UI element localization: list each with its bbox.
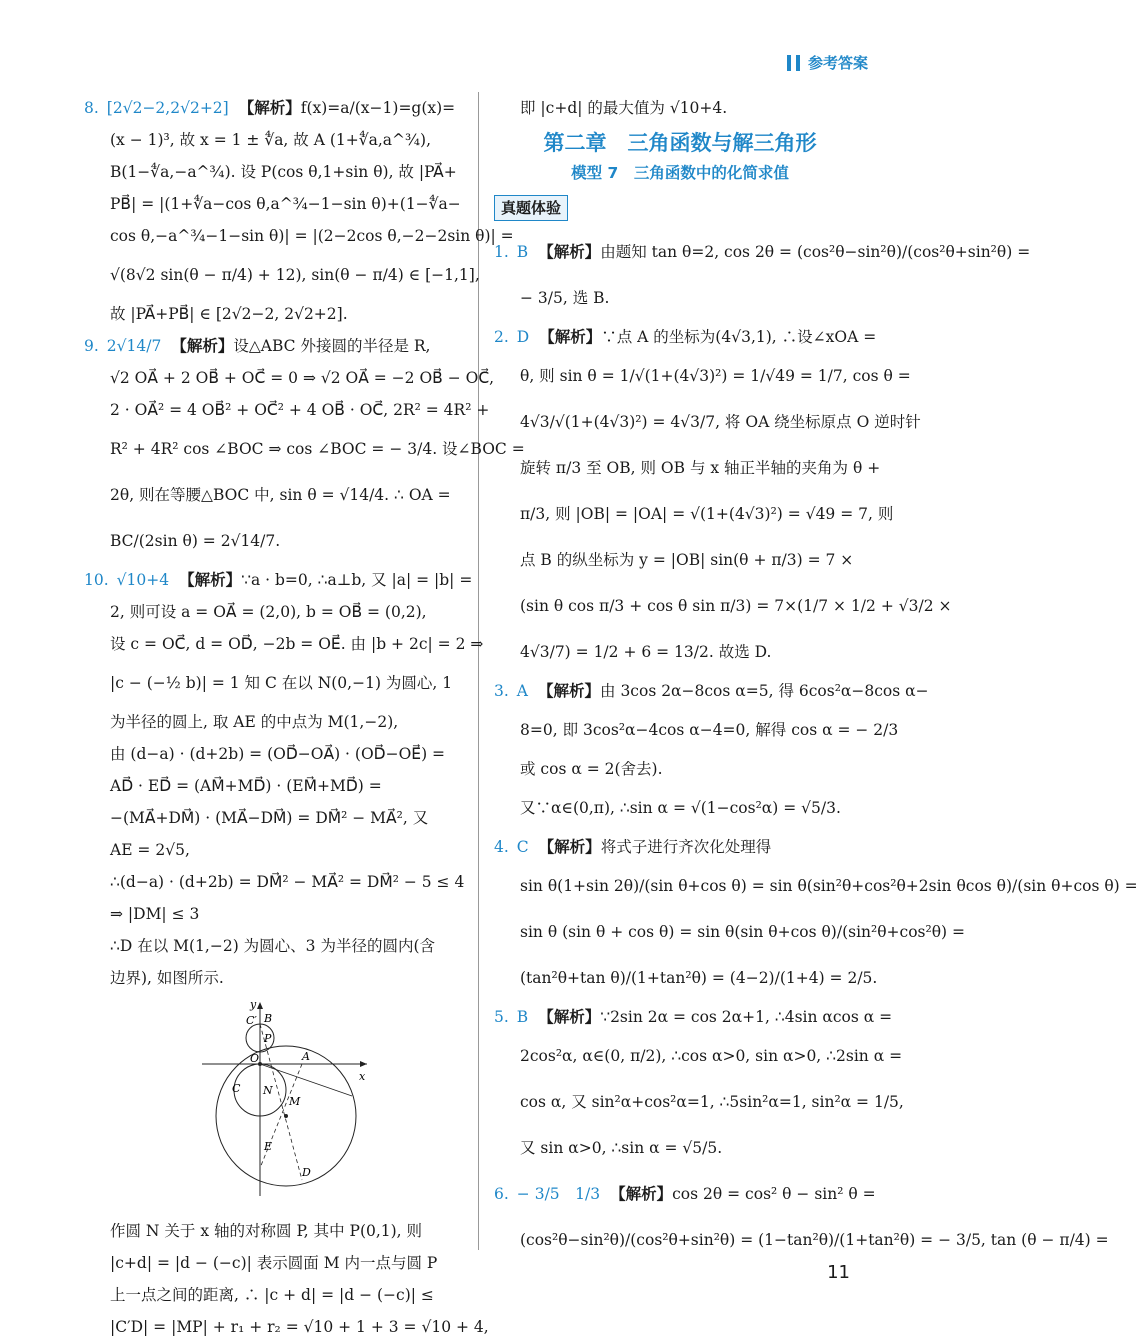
- solution-line: [494, 785, 866, 831]
- x-axis-arrow-icon: [360, 1061, 367, 1067]
- solution-line: [494, 353, 911, 399]
- analysis-tag: 【解析】: [179, 571, 242, 589]
- answer-value: C: [516, 838, 529, 856]
- solution-line: [84, 220, 514, 252]
- line-text: 由 (d−a) · (d+2b) = (OD⃗−OA⃗) · (OD⃗−OE⃗) =: [110, 745, 446, 763]
- label-p: P: [264, 1032, 272, 1045]
- line-text: (cos²θ−sin²θ)/(cos²θ+sin²θ) = (1−tan²θ)/(1+tan²θ) = − 3/5, tan (θ − π/4) =: [520, 1231, 1109, 1249]
- solution-line: [84, 518, 462, 564]
- solution-line: [84, 834, 462, 866]
- solution-line: [494, 229, 1031, 275]
- line-text: π/3, 则 |OB| = |OA| = √(1+(4√3)²) = √49 = 7, 则: [520, 505, 894, 523]
- solution-line: [494, 1171, 876, 1217]
- label-n: N: [263, 1084, 273, 1097]
- line-text: 又 sin α>0, ∴sin α = √5/5.: [520, 1139, 723, 1157]
- line-text: 4√3/√(1+(4√3)²) = 4√3/7, 将 OA 绕坐标原点 O 逆时针: [520, 413, 921, 431]
- line-text: sin θ (sin θ + cos θ) = sin θ(sin θ+cos θ)/(sin²θ+cos²θ) =: [520, 923, 966, 941]
- line-text: ∴D 在以 M(1,−2) 为圆心、3 为半径的圆内(含: [110, 937, 436, 955]
- line-text: ⇒ |DM| ≤ 3: [110, 905, 200, 923]
- question-number: 1.: [494, 243, 509, 261]
- line-text: − 3/5, 选 B.: [520, 289, 610, 307]
- line-text: ∵a · b=0, ∴a⊥b, 又 |a| = |b| =: [241, 571, 473, 589]
- left-column: [84, 92, 525, 1343]
- question-number: 3.: [494, 682, 509, 700]
- line-text: PB⃗| = |(1+∜a−cos θ,a^¾−1−sin θ)+(1−∜a−: [110, 195, 461, 213]
- solution-line: [84, 362, 495, 394]
- analysis-tag: 【解析】: [610, 1185, 673, 1203]
- answer-value: A: [516, 682, 528, 700]
- solution-line: [84, 898, 462, 930]
- solution-line: [494, 537, 866, 583]
- solution-line: [84, 394, 490, 426]
- solution-line: [84, 802, 462, 834]
- line-text: ∴(d−a) · (d+2b) = DM⃗² − MA⃗² = DM⃗² − 5 ≤ 4: [110, 873, 465, 891]
- question-number: 2.: [494, 328, 509, 346]
- line-text: (x − 1)³, 故 x = 1 ± ∜a, 故 A (1+∜a,a^¾),: [110, 131, 432, 149]
- solution-line: [84, 298, 462, 330]
- line-text: BC/(2sin θ) = 2√14/7.: [110, 532, 281, 550]
- question-number: 4.: [494, 838, 509, 856]
- solution-line: [494, 275, 866, 321]
- section-label: 真题体验: [494, 195, 568, 221]
- line-text: 2cos²α, α∈(0, π/2), ∴cos α>0, sin α>0, ∴2sin α =: [520, 1047, 903, 1065]
- line-text: 由 3cos 2α−8cos α=5, 得 6cos²α−8cos α−: [600, 682, 929, 700]
- page-number: 11: [827, 1262, 850, 1283]
- line-text: √2 OA⃗ + 2 OB⃗ + OC⃗ = 0 ⇒ √2 OA⃗ = −2 OB⃗ − OC⃗,: [110, 369, 495, 387]
- right-column: [494, 92, 1138, 1263]
- line-text: √(8√2 sin(θ − π/4) + 12), sin(θ − π/4) ∈ [−1,1],: [110, 266, 480, 284]
- right-top-line: 即 |c+d| 的最大值为 √10+4.: [520, 99, 728, 117]
- solution-line: [494, 955, 878, 1001]
- line-text: 2 · OA⃗² = 4 OB⃗² + OC⃗² + 4 OB⃗ · OC⃗, 2R² = 4R² +: [110, 401, 490, 419]
- analysis-tag: 【解析】: [539, 328, 602, 346]
- label-y: y: [250, 998, 257, 1011]
- line-text: 2θ, 则在等腰△BOC 中, sin θ = √14/4. ∴ OA =: [110, 486, 451, 504]
- line-text: AD⃗ · ED⃗ = (AM⃗+MD⃗) · (EM⃗+MD⃗) =: [110, 777, 382, 795]
- line-text: θ, 则 sin θ = 1/√(1+(4√3)²) = 1/√49 = 1/7, cos θ =: [520, 367, 911, 385]
- solution-line: [84, 1215, 462, 1247]
- line-text: 又∵α∈(0,π), ∴sin α = √(1−cos²α) = √5/3.: [520, 799, 841, 817]
- label-x: x: [359, 1070, 366, 1083]
- solution-line: [494, 707, 899, 753]
- solution-line: [494, 1125, 866, 1171]
- analysis-tag: 【解析】: [538, 1008, 601, 1026]
- answer-value: D: [516, 328, 530, 346]
- solution-line: [84, 706, 462, 738]
- line-text: 为半径的圆上, 取 AE 的中点为 M(1,−2),: [110, 713, 399, 731]
- line-text: 边界), 如图所示.: [110, 969, 224, 987]
- line-text: cos α, 又 sin²α+cos²α=1, ∴5sin²α=1, sin²α = 1/5,: [520, 1093, 904, 1111]
- solution-line: [494, 445, 881, 491]
- label-a: A: [302, 1050, 310, 1063]
- label-c: C: [232, 1082, 241, 1095]
- question-number: 5.: [494, 1008, 509, 1026]
- label-d: D: [302, 1166, 311, 1179]
- solution-line: [494, 753, 866, 785]
- line-text: 或 cos α = 2(舍去).: [520, 760, 663, 778]
- analysis-tag: 【解析】: [538, 243, 601, 261]
- label-m: M: [289, 1095, 301, 1108]
- solution-line: [494, 491, 894, 537]
- solution-line: [84, 188, 462, 220]
- line-text: 上一点之间的距离, ∴ |c + d| = |d − (−c)| ≤: [110, 1286, 434, 1304]
- answer-value: [2√2−2,2√2+2]: [106, 99, 229, 117]
- label-b: B: [264, 1012, 273, 1025]
- solution-line: [494, 863, 1138, 909]
- solution-line: [84, 628, 484, 660]
- label-e: E: [264, 1140, 273, 1153]
- solution-line: [84, 866, 465, 898]
- label-o: O: [250, 1052, 260, 1065]
- line-text: 4√3/7) = 1/2 + 6 = 13/2. 故选 D.: [520, 643, 772, 661]
- line-text: AE = 2√5,: [110, 841, 190, 859]
- solution-line: [494, 583, 952, 629]
- line-text: 作圆 N 关于 x 轴的对称圆 P, 其中 P(0,1), 则: [110, 1222, 423, 1240]
- solution-line: [84, 156, 462, 188]
- line-text: (sin θ cos π/3 + cos θ sin π/3) = 7×(1/7 × 1/2 + √3/2 ×: [520, 597, 952, 615]
- solution-line: [84, 1279, 462, 1311]
- solution-line: [84, 252, 480, 298]
- solution-line: [494, 1079, 904, 1125]
- point-m: [284, 1114, 288, 1118]
- header-title: 参考答案: [807, 54, 868, 72]
- analysis-tag: 【解析】: [171, 337, 234, 355]
- line-text: 点 B 的纵坐标为 y = |OB| sin(θ + π/3) = 7 ×: [520, 551, 854, 569]
- line-text: B(1−∜a,−a^¾). 设 P(cos θ,1+sin θ), 故 |PA⃗+: [110, 163, 457, 181]
- solution-line: [494, 1001, 893, 1033]
- solution-line: [494, 1033, 903, 1079]
- line-text: ∵2sin 2α = cos 2α+1, ∴4sin αcos α =: [600, 1008, 893, 1026]
- solution-line: [84, 92, 462, 124]
- solution-line: [84, 930, 462, 962]
- question-number: 8.: [84, 99, 99, 117]
- line-text: 设 c = OC⃗, d = OD⃗, −2b = OE⃗. 由 |b + 2c| = 2 ⇒: [110, 635, 484, 653]
- circle-figure: [202, 1000, 402, 1196]
- solution-line: [84, 962, 462, 994]
- line-text: 设△ABC 外接圆的半径是 R,: [233, 337, 431, 355]
- solution-line: [494, 909, 966, 955]
- solution-line: [84, 472, 462, 518]
- line-text: 将式子进行齐次化处理得: [600, 838, 772, 856]
- solution-line: [494, 629, 866, 675]
- solution-line: [84, 1247, 462, 1279]
- solution-line: [84, 564, 473, 596]
- line-text: 2, 则可设 a = OA⃗ = (2,0), b = OB⃗ = (0,2),: [110, 603, 427, 621]
- header-section-tag: [787, 52, 868, 73]
- solution-line: [84, 124, 462, 156]
- solution-line: [84, 660, 462, 706]
- line-text: cos θ,−a^¾−1−sin θ)| = |(2−2cos θ,−2−2sin θ)| =: [110, 227, 514, 245]
- line-text: |c − (−½ b)| = 1 知 C 在以 N(0,−1) 为圆心, 1: [110, 674, 453, 692]
- solution-line: [84, 426, 525, 472]
- label-c-prime: C′: [246, 1014, 257, 1027]
- solution-line: [494, 1217, 1109, 1263]
- y-axis-arrow-icon: [257, 1002, 263, 1009]
- solution-line: [84, 330, 462, 362]
- answer-value: − 3/5 1/3: [516, 1185, 601, 1203]
- line-text: R² + 4R² cos ∠BOC ⇒ cos ∠BOC = − 3/4. 设∠BOC =: [110, 440, 525, 458]
- question-number: 9.: [84, 337, 99, 355]
- analysis-tag: 【解析】: [538, 682, 601, 700]
- solution-line: [84, 770, 462, 802]
- line-text: −(MA⃗+DM⃗) · (MA⃗−DM⃗) = DM⃗² − MA⃗², 又: [110, 809, 429, 827]
- solution-line: [494, 399, 921, 445]
- line-text: |C′D| = |MP| + r₁ + r₂ = √10 + 1 + 3 = √10 + 4,: [110, 1318, 489, 1336]
- line-text: 旋转 π/3 至 OB, 则 OB 与 x 轴正半轴的夹角为 θ +: [520, 459, 881, 477]
- line-text: 由题知 tan θ=2, cos 2θ = (cos²θ−sin²θ)/(cos²θ+sin²θ) =: [600, 243, 1031, 261]
- answer-value: B: [516, 1008, 529, 1026]
- line-text: (tan²θ+tan θ)/(1+tan²θ) = (4−2)/(1+4) = 2/5.: [520, 969, 878, 987]
- solution-line: [84, 596, 462, 628]
- header-bars-icon: [787, 55, 800, 71]
- line-text: ∵点 A 的坐标为(4√3,1), ∴设∠xOA =: [601, 328, 877, 346]
- chapter-title: 第二章 三角函数与解三角形: [543, 131, 817, 155]
- question-number: 10.: [84, 571, 109, 589]
- line-text: cos 2θ = cos² θ − sin² θ =: [672, 1185, 876, 1203]
- line-text: sin θ(1+sin 2θ)/(sin θ+cos θ) = sin θ(sin²θ+cos²θ+2sin θcos θ)/(sin θ+cos θ) =: [520, 877, 1138, 895]
- line-text: 故 |PA⃗+PB⃗| ∈ [2√2−2, 2√2+2].: [110, 305, 348, 323]
- solution-line: [494, 321, 877, 353]
- line-text: 8=0, 即 3cos²α−4cos α−4=0, 解得 cos α = − 2/3: [520, 721, 899, 739]
- model-title: 模型 7 三角函数中的化简求值: [571, 164, 789, 182]
- answer-value: √10+4: [116, 571, 170, 589]
- solution-line: [84, 1311, 489, 1343]
- question-number: 6.: [494, 1185, 509, 1203]
- solution-line: [494, 675, 929, 707]
- analysis-tag: 【解析】: [538, 838, 601, 856]
- line-text: f(x)=a/(x−1)=g(x)=: [300, 99, 456, 117]
- line-text: |c+d| = |d − (−c)| 表示圆面 M 内一点与圆 P: [110, 1254, 438, 1272]
- analysis-tag: 【解析】: [238, 99, 301, 117]
- answer-value: B: [516, 243, 529, 261]
- answer-value: 2√14/7: [106, 337, 162, 355]
- solution-line: [494, 831, 866, 863]
- solution-line: [84, 738, 462, 770]
